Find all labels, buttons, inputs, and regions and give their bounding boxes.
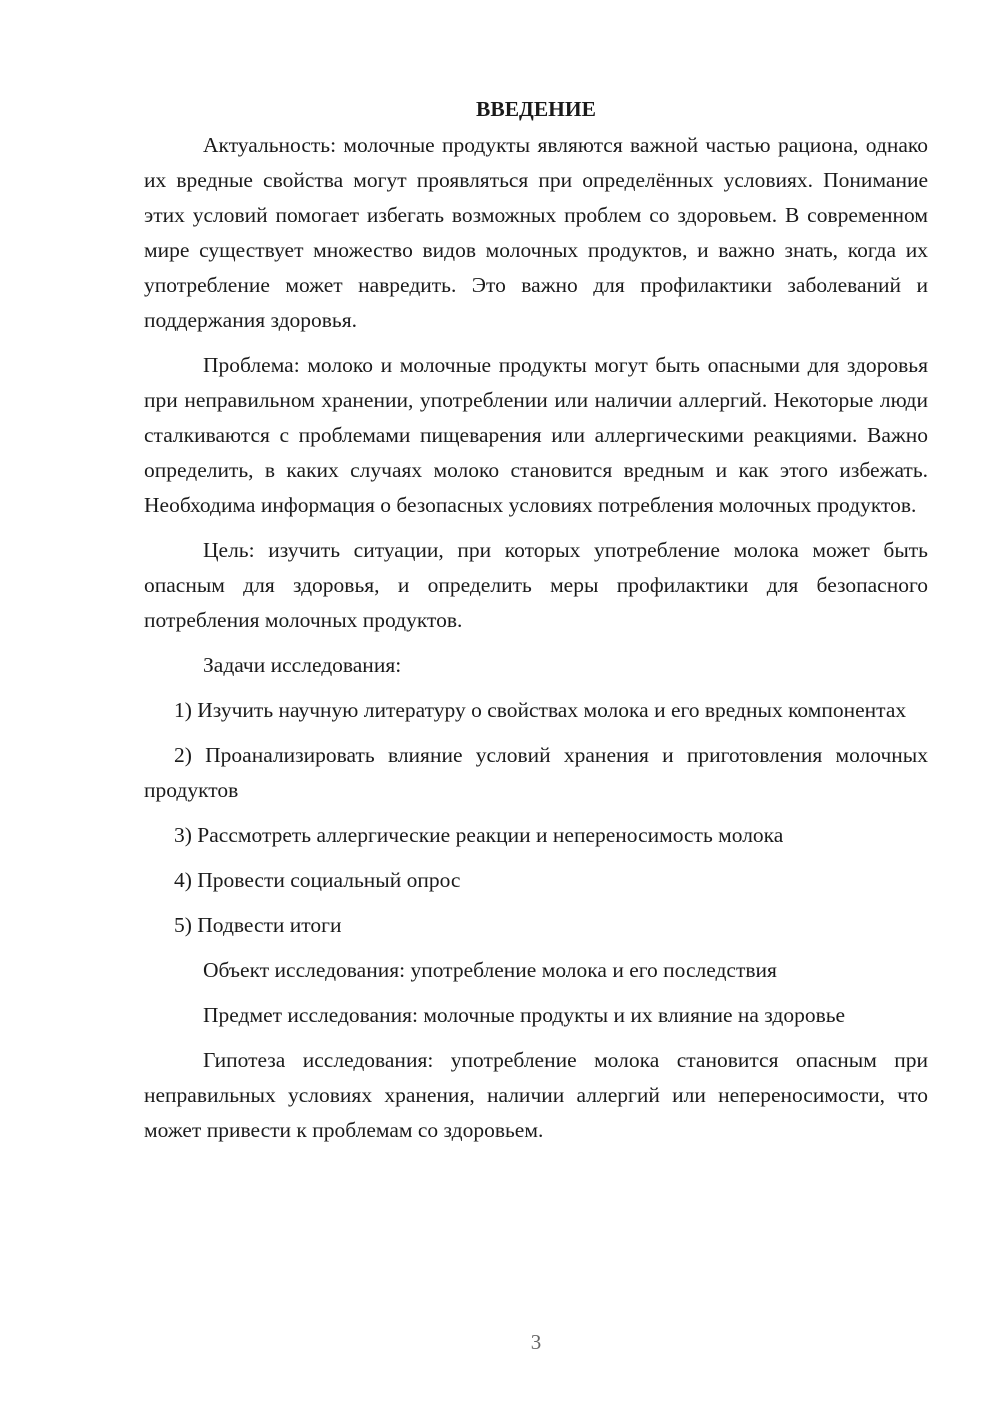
object-paragraph: Объект исследования: употребление молока и его последствия [203, 958, 777, 982]
task-item-2: 2) Проанализировать влияние условий хранения и приготовления молочных продуктов [144, 743, 928, 802]
problem-paragraph: Проблема: молоко и молочные продукты могут быть опасными для здоровья при неправильном хранении, употреблении или наличии аллергий. Некоторые люди сталкиваются с проблемами пищеварения или аллергическими реакциями. Важно определить, в каких случаях молоко становится вредным и как этого избежать. Необходима информация о безопасных условиях потребления молочных продуктов. [144, 353, 928, 517]
hypothesis-paragraph: Гипотеза исследования: употребление молока становится опасным при неправильных условиях хранения, наличии аллергий или непереносимости, что может привести к проблемам со здоровьем. [144, 1048, 928, 1142]
relevance-paragraph: Актуальность: молочные продукты являются важной частью рациона, однако их вредные свойства могут проявляться при определённых условиях. Понимание этих условий помогает избегать возможных проблем со здоровьем. В современном мире существует множество видов молочных продуктов, и важно знать, когда их употребление может навредить. Это важно для профилактики заболеваний и поддержания здоровья. [144, 133, 928, 332]
document-page [144, 92, 928, 1158]
task-item-1: 1) Изучить научную литературу о свойствах молока и его вредных компонентах [174, 698, 907, 722]
subject-paragraph: Предмет исследования: молочные продукты и их влияние на здоровье [203, 1003, 846, 1027]
goal-paragraph: Цель: изучить ситуации, при которых употребление молока может быть опасным для здоровья, и определить меры профилактики для безопасного потребления молочных продуктов. [144, 538, 928, 632]
task-item-3: 3) Рассмотреть аллергические реакции и непереносимость молока [174, 823, 784, 847]
page-number: 3 [530, 1330, 542, 1354]
document-title [144, 92, 928, 127]
tasks-heading: Задачи исследования: [203, 653, 402, 677]
task-item-4: 4) Провести социальный опрос [174, 868, 461, 892]
document-title-text: ВВЕДЕНИЕ [476, 97, 596, 121]
task-item-5: 5) Подвести итоги [174, 913, 342, 937]
